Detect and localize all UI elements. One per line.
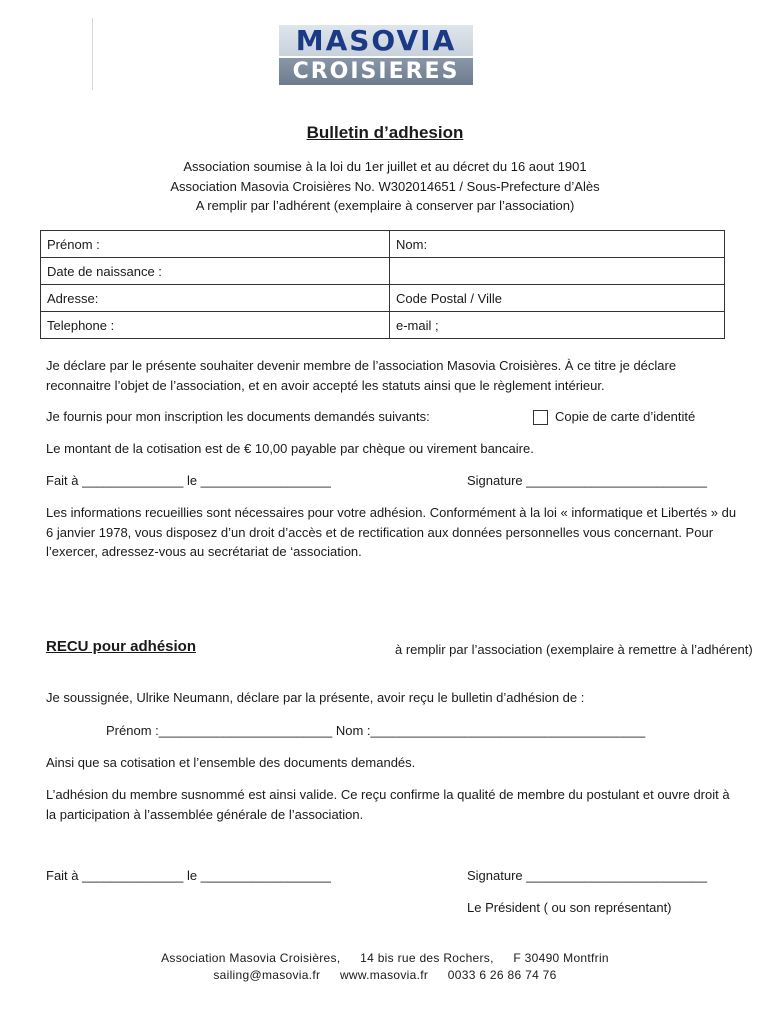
prenom-field[interactable]: Prénom : <box>41 231 390 258</box>
logo-line1: MASOVIA <box>279 25 473 56</box>
recu-soussigne: Je soussignée, Ulrike Neumann, déclare par la présente, avoir reçu le bulletin d’adhésion de : <box>46 690 585 705</box>
documents-text: Je fournis pour mon inscription les documents demandés suivants: <box>46 409 430 424</box>
intro-line-1: Association soumise à la loi du 1er juillet et au décret du 16 aout 1901 <box>183 159 587 174</box>
recu-fait-line: Fait à ______________ le __________________ <box>46 868 331 883</box>
recu-signature-line: Signature _________________________ <box>467 868 708 883</box>
logo-line2: CROISIERES <box>279 58 473 85</box>
page-title: Bulletin d’adhesion <box>306 123 464 142</box>
recu-ainsi: Ainsi que sa cotisation et l’ensemble des documents demandés. <box>46 755 416 770</box>
masovia-logo <box>279 25 473 85</box>
recu-adhesion-line-2: la participation à l’assemblée générale de l’association. <box>46 806 364 822</box>
privacy-line-3: l’exercer, adressez-vous au secrétariat de ‘association. <box>46 544 362 559</box>
recu-adhesion-paragraph <box>46 785 730 824</box>
privacy-paragraph <box>46 503 737 562</box>
declaration-line-1: Je déclare par le présente souhaiter devenir membre de l’association Masovia Croisières. À ce titre je déclare <box>46 358 677 373</box>
declaration-line-2: reconnaitre l’objet de l’association, et en avoir accepté les statuts ainsi que le règlement intérieur. <box>46 377 605 393</box>
address-field[interactable]: Adresse: <box>41 285 390 312</box>
intro-line-2: Association Masovia Croisières No. W302014651 / Sous-Prefecture d’Alès <box>170 178 600 194</box>
nom-field[interactable]: Nom: <box>390 231 725 258</box>
footer-email[interactable]: sailing@masovia.fr <box>213 968 321 982</box>
intro-block <box>0 157 770 216</box>
footer <box>0 950 770 984</box>
footer-phone: 0033 6 26 86 74 76 <box>447 968 557 982</box>
fait-line: Fait à ______________ le __________________ <box>46 473 331 488</box>
birthdate-field[interactable]: Date de naissance : <box>41 258 390 285</box>
privacy-line-2: 6 janvier 1978, vous disposez d’un droit d’accès et de rectification aux données personnelles vous concernant. Pour <box>46 524 714 540</box>
footer-name: Association Masovia Croisières, <box>161 951 341 965</box>
telephone-field[interactable]: Telephone : <box>41 312 390 339</box>
recu-adhesion-line-1: L’adhésion du membre susnommé est ainsi valide. Ce reçu confirme la qualité de membre du postulant et ouvre droit à <box>46 787 730 802</box>
empty-cell <box>390 258 725 285</box>
footer-web[interactable]: www.masovia.fr <box>339 968 429 982</box>
member-form-table <box>40 230 725 339</box>
intro-line-3: A remplir par l’adhérent (exemplaire à conserver par l’association) <box>195 198 575 213</box>
email-field[interactable]: e-mail ; <box>390 312 725 339</box>
recu-note: à remplir par l’association (exemplaire à remettre à l’adhérent) <box>395 642 753 657</box>
recu-prenom-nom-line: Prénom :________________________ Nom :______________________________________ <box>106 723 646 738</box>
cotisation-text: Le montant de la cotisation est de € 10,00 payable par chèque ou virement bancaire. <box>46 441 534 456</box>
id-card-checkbox[interactable] <box>533 410 548 425</box>
recu-title: RECU pour adhésion <box>46 638 197 655</box>
signature-line: Signature _________________________ <box>467 473 708 488</box>
postal-city-field[interactable]: Code Postal / Ville <box>390 285 725 312</box>
privacy-line-1: Les informations recueillies sont nécessaires pour votre adhésion. Conformément à la loi « informatique et Libertés » du <box>46 505 737 520</box>
footer-address: 14 bis rue des Rochers, <box>360 951 494 965</box>
footer-city: F 30490 Montfrin <box>513 951 609 965</box>
declaration-paragraph <box>46 356 726 395</box>
margin-line <box>92 18 93 90</box>
president-label: Le Président ( ou son représentant) <box>467 900 672 915</box>
id-card-label: Copie de carte d’identité <box>555 409 696 424</box>
